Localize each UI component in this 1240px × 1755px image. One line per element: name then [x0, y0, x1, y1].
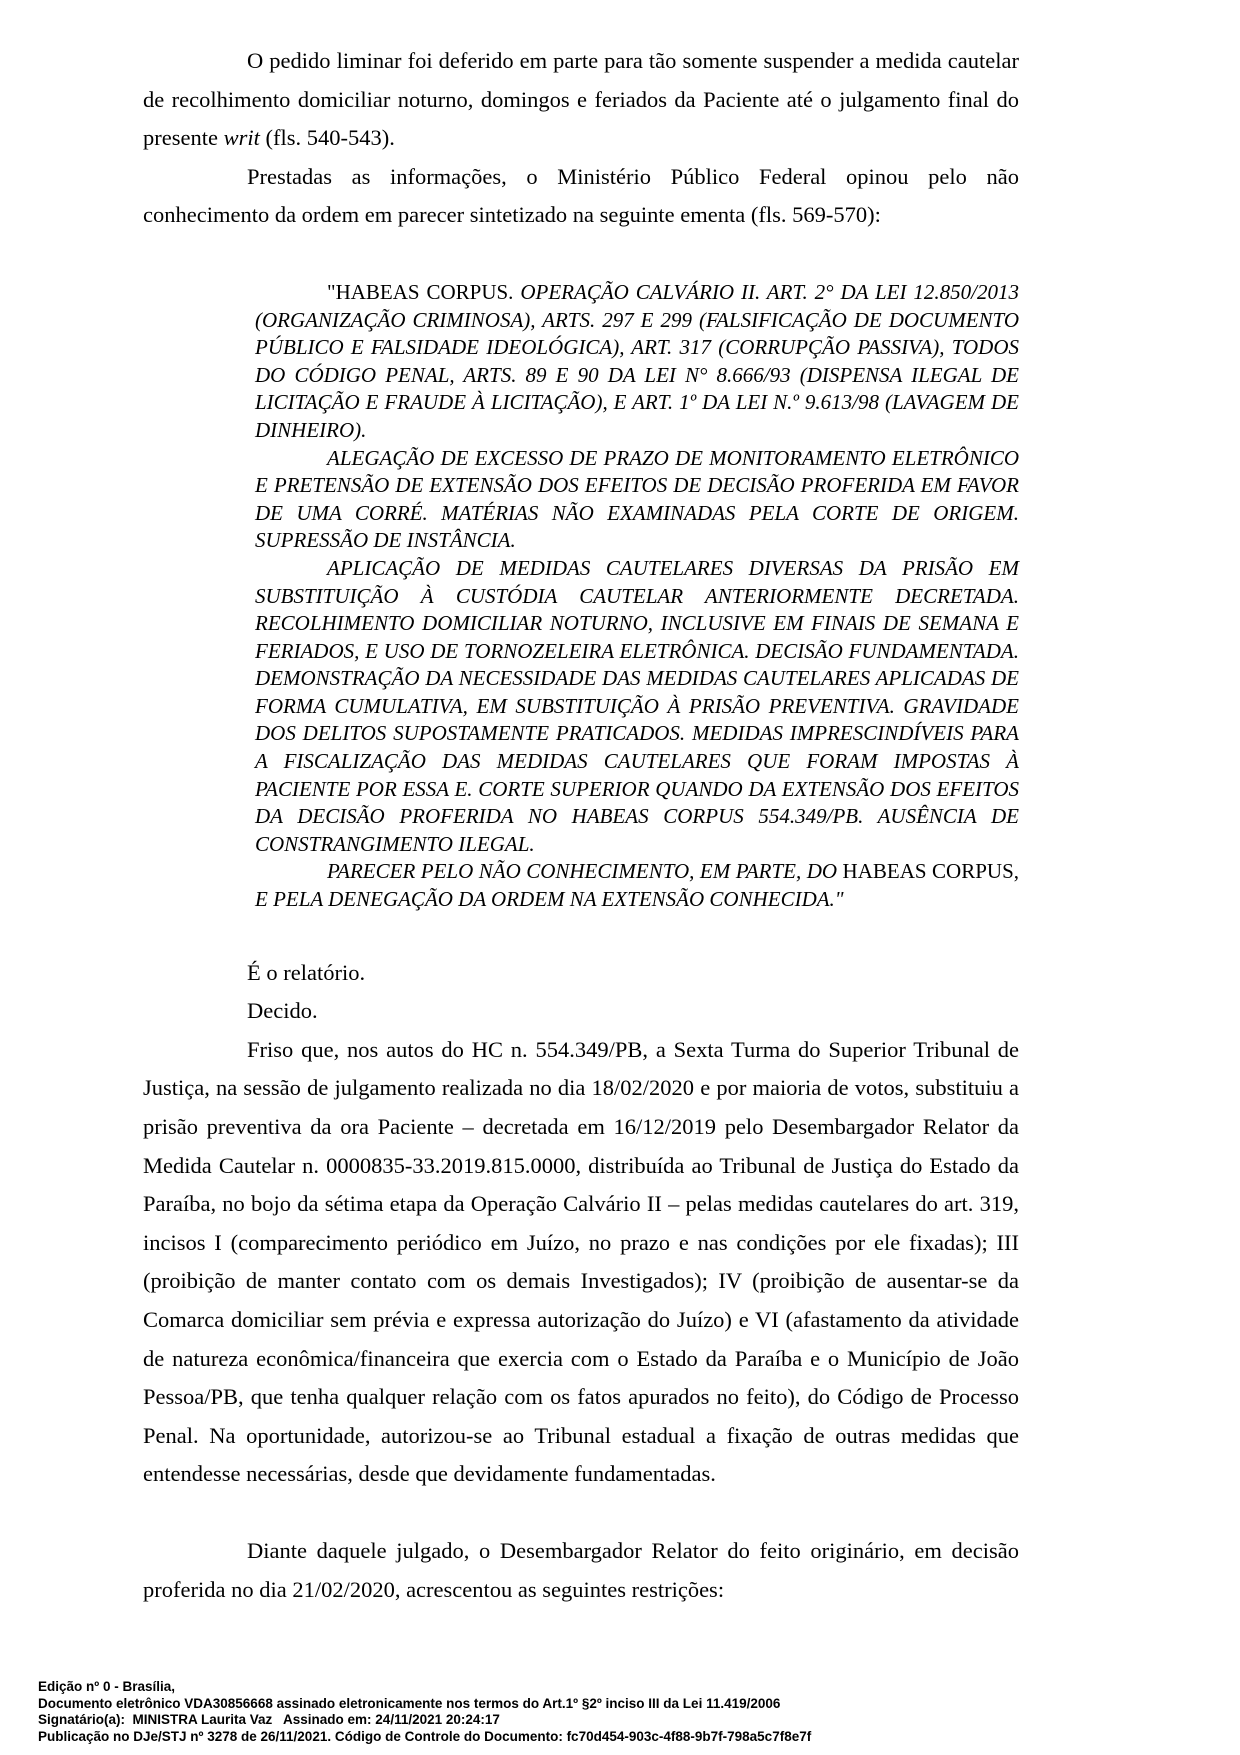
body-paragraph [143, 1532, 1019, 1609]
text-segment: OPERAÇÃO CALVÁRIO II. ART. 2° DA LEI 12.850/2013 (ORGANIZAÇÃO CRIMINOSA), ARTS. 297 E 299 (FALSIFICAÇÃO DE DOCUMENTO PÚBLICO E FALSIDADE IDEOLÓGICA), ART. 317 (CORRUPÇÃO PASSIVA), TODOS DO CÓDIGO PENAL, ARTS. 89 E 90 DA LEI N° 8.666/93 (DISPENSA ILEGAL DE LICITAÇÃO E FRAUDE À LICITAÇÃO), E ART. 1º DA LEI N.º 9.613/98 (LAVAGEM DE DINHEIRO). [255, 279, 1019, 442]
quote-paragraph [255, 445, 1019, 555]
text-segment: HABEAS CORPUS, [842, 859, 1019, 884]
document-content [143, 42, 1019, 1609]
footer-signatory-line: Signatário(a): MINISTRA Laurita Vaz Assinado em: 24/11/2021 20:24:17 [38, 1712, 500, 1728]
footer-signature-law-line: Documento eletrônico VDA30856668 assinado eletronicamente nos termos do Art.1º §2º inciso III da Lei 11.419/2006 [38, 1695, 781, 1711]
quote-paragraph [255, 279, 1019, 445]
text-segment: (fls. 540-543). [259, 125, 395, 151]
body-paragraph [143, 42, 1019, 158]
body-paragraph [143, 954, 1019, 993]
text-segment: E PELA DENEGAÇÃO DA ORDEM NA EXTENSÃO CONHECIDA." [255, 887, 844, 912]
text-segment: ALEGAÇÃO DE EXCESSO DE PRAZO DE MONITORAMENTO ELETRÔNICO E PRETENSÃO DE EXTENSÃO DOS EFEITOS DE DECISÃO PROFERIDA EM FAVOR DE UMA CORRÉ. MATÉRIAS NÃO EXAMINADAS PELA CORTE DE ORIGEM. SUPRESSÃO DE INSTÂNCIA. [255, 445, 1019, 553]
quote-paragraph [255, 858, 1019, 913]
paragraphs-before-quote [143, 42, 1019, 235]
body-paragraph [143, 158, 1019, 235]
text-segment: É o relatório. [247, 959, 366, 985]
text-segment: Prestadas as informações, o Ministério Público Federal opinou pelo não conhecimento da ordem em parecer sintetizado na seguinte ementa (fls. 569-570): [143, 163, 1019, 228]
footer-publication-line: Publicação no DJe/STJ nº 3278 de 26/11/2021. Código de Controle do Documento: fc70d454-903c-4f88-9b7f-798a5c7f8e7f [38, 1728, 812, 1744]
text-segment: Diante daquele julgado, o Desembargador Relator do feito originário, em decisão proferida no dia 21/02/2020, acrescentou as seguintes restrições: [143, 1537, 1019, 1602]
text-segment: "HABEAS CORPUS. [327, 279, 521, 304]
document-footer [38, 1679, 1218, 1745]
footer-edition-line: Edição nº 0 - Brasília, [38, 1679, 175, 1694]
text-segment: writ [223, 125, 260, 151]
body-paragraph [143, 1031, 1019, 1494]
body-paragraph [143, 992, 1019, 1031]
text-segment: O pedido liminar foi deferido em parte para tão somente suspender a medida cautelar de recolhimento domiciliar noturno, domingos e feriados da Paciente até o julgamento final do presente [143, 48, 1019, 151]
text-segment: APLICAÇÃO DE MEDIDAS CAUTELARES DIVERSAS DA PRISÃO EM SUBSTITUIÇÃO À CUSTÓDIA CAUTELAR ANTERIORMENTE DECRETADA. RECOLHIMENTO DOMICILIAR NOTURNO, INCLUSIVE EM FINAIS DE SEMANA E FERIADOS, E USO DE TORNOZELEIRA ELETRÔNICA. DECISÃO FUNDAMENTADA. DEMONSTRAÇÃO DA NECESSIDADE DAS MEDIDAS CAUTELARES APLICADAS DE FORMA CUMULATIVA, EM SUBSTITUIÇÃO À PRISÃO PREVENTIVA. GRAVIDADE DOS DELITOS SUPOSTAMENTE PRATICADOS. MEDIDAS IMPRESCINDÍVEIS PARA A FISCALIZAÇÃO DAS MEDIDAS CAUTELARES QUE FORAM IMPOSTAS À PACIENTE POR ESSA E. CORTE SUPERIOR QUANDO DA EXTENSÃO DOS EFEITOS DA DECISÃO PROFERIDA NO HABEAS CORPUS 554.349/PB. AUSÊNCIA DE CONSTRANGIMENTO ILEGAL. [255, 555, 1019, 856]
text-segment: Decido. [247, 998, 318, 1024]
ementa-quote-block [255, 279, 1019, 914]
paragraphs-after-quote [143, 954, 1019, 1610]
quote-paragraph [255, 555, 1019, 859]
text-segment: Friso que, nos autos do HC n. 554.349/PB, a Sexta Turma do Superior Tribunal de Justiça, na sessão de julgamento realizada no dia 18/02/2020 e por maioria de votos, substituiu a prisão preventiva da ora Paciente – decretada em 16/12/2019 pelo Desembargador Relator da Medida Cautelar n. 0000835-33.2019.815.0000, distribuída ao Tribunal de Justiça do Estado da Paraíba, no bojo da sétima etapa da Operação Calvário II – pelas medidas cautelares do art. 319, incisos I (comparecimento periódico em Juízo, no prazo e nas condições por ele fixadas); III (proibição de manter contato com os demais Investigados); IV (proibição de ausentar-se da Comarca domiciliar sem prévia e expressa autorização do Juízo) e VI (afastamento da atividade de natureza econômica/financeira que exercia com o Estado da Paraíba e o Município de João Pessoa/PB, que tenha qualquer relação com os fatos apurados no feito), do Código de Processo Penal. Na oportunidade, autorizou-se ao Tribunal estadual a fixação de outras medidas que entendesse necessárias, desde que devidamente fundamentadas. [143, 1036, 1019, 1487]
text-segment: PARECER PELO NÃO CONHECIMENTO, EM PARTE, DO [327, 859, 843, 884]
